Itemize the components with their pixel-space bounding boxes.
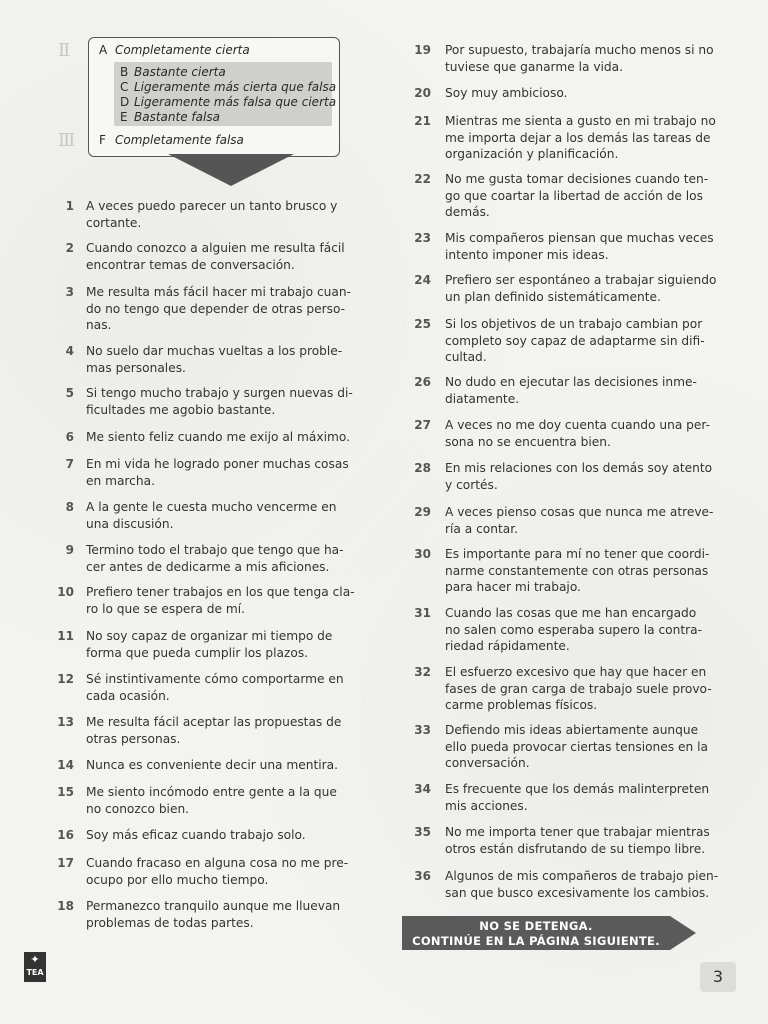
question-text: Mientras me sienta a gusto en mi trabajo no me importa dejar a los demás las tareas de organización y planificación. — [445, 114, 716, 161]
legend-key: C — [120, 80, 129, 94]
question-number: 35 — [414, 825, 431, 839]
legend-option-c — [120, 80, 336, 94]
legend-label: Ligeramente más cierta que falsa — [134, 80, 337, 94]
question-number: 36 — [414, 869, 431, 883]
question-number: 14 — [57, 758, 74, 772]
question-number: 13 — [57, 715, 74, 729]
question-text: Cuando conozco a alguien me resulta fácil encontrar temas de conversación. — [86, 241, 345, 272]
question-number: 24 — [414, 273, 431, 287]
question-number: 31 — [414, 606, 431, 620]
question-number: 2 — [65, 241, 74, 255]
side-mark-upper: Ⅱ — [58, 40, 71, 61]
legend-key: E — [120, 110, 128, 124]
question-number: 34 — [414, 782, 431, 796]
answer-legend — [88, 37, 340, 157]
legend-option-d — [120, 95, 336, 109]
legend-label: Completamente cierta — [115, 43, 250, 57]
question-text: Me resulta más fácil hacer mi trabajo cuan- do no tengo que depender de otras perso- nas. — [86, 285, 351, 332]
legend-key: D — [120, 95, 130, 109]
question-number: 28 — [414, 461, 431, 475]
question-text: Prefiero ser espontáneo a trabajar siguiendo un plan definido sistemáticamente. — [445, 273, 717, 304]
continue-banner — [402, 916, 670, 950]
question-text: No me importa tener que trabajar mientras otros están disfrutando de su tiempo libre. — [445, 825, 710, 856]
question-text: A veces puedo parecer un tanto brusco y cortante. — [86, 199, 338, 230]
question-text: Mis compañeros piensan que muchas veces intento imponer mis ideas. — [445, 231, 714, 262]
question-text: Soy muy ambicioso. — [445, 86, 568, 100]
question-text: Sé instintivamente cómo comportarme en cada ocasión. — [86, 672, 344, 703]
question-number: 32 — [414, 665, 431, 679]
question-number: 18 — [57, 899, 74, 913]
question-text: Me siento feliz cuando me exijo al máximo. — [86, 430, 350, 444]
question-number: 19 — [414, 43, 431, 57]
question-number: 20 — [414, 86, 431, 100]
legend-label: Bastante cierta — [134, 65, 226, 79]
legend-middle-options — [114, 62, 337, 126]
question-number: 33 — [414, 723, 431, 737]
question-number: 12 — [57, 672, 74, 686]
question-text: Prefiero tener trabajos en los que tenga cla- ro lo que se espera de mí. — [86, 585, 355, 616]
question-number: 29 — [414, 505, 431, 519]
question-text: No me gusta tomar decisiones cuando ten- go que coartar la libertad de acción de los demás. — [445, 172, 709, 219]
logo-text: TEA — [26, 968, 44, 977]
question-text: Termino todo el trabajo que tengo que ha- cer antes de dedicarme a mis aficiones. — [86, 543, 344, 574]
question-number: 27 — [414, 418, 431, 432]
question-text: Por supuesto, trabajaría mucho menos si no tuviese que ganarme la vida. — [445, 43, 714, 74]
question-number: 6 — [65, 430, 74, 444]
question-number: 21 — [414, 114, 431, 128]
side-mark-lower: Ⅲ — [58, 130, 76, 151]
legend-key: A — [99, 43, 108, 57]
legend-label: Bastante falsa — [134, 110, 220, 124]
legend-option-f — [99, 133, 244, 147]
question-text: Defiendo mis ideas abiertamente aunque ello pueda provocar ciertas tensiones en la conversación. — [445, 723, 708, 770]
legend-option-b — [120, 65, 226, 79]
question-number: 1 — [65, 199, 74, 213]
question-number: 7 — [65, 457, 74, 471]
question-text: Cuando fracaso en alguna cosa no me pre- ocupo por ello mucho tiempo. — [86, 856, 349, 887]
question-number: 25 — [414, 317, 431, 331]
question-number: 16 — [57, 828, 74, 842]
question-number: 11 — [57, 629, 74, 643]
question-text: Algunos de mis compañeros de trabajo pien- san que busco excesivamente los cambios. — [445, 869, 719, 900]
down-arrow-icon — [168, 154, 294, 186]
question-text: Si los objetivos de un trabajo cambian por completo soy capaz de adaptarme sin difi- cultad. — [445, 317, 705, 364]
question-number: 5 — [65, 386, 74, 400]
question-number: 3 — [65, 285, 74, 299]
logo-emblem-icon: ✦ — [30, 953, 40, 966]
legend-key: B — [120, 65, 129, 79]
question-text: Si tengo mucho trabajo y surgen nuevas di- ficultades me agobio bastante. — [86, 386, 353, 417]
question-text: Es frecuente que los demás malinterpreten mis acciones. — [445, 782, 710, 813]
question-text: A veces pienso cosas que nunca me atreve- ría a contar. — [445, 505, 714, 536]
question-text: Me siento incómodo entre gente a la que no conozco bien. — [86, 785, 337, 816]
question-number: 22 — [414, 172, 431, 186]
banner-line-2: CONTINÚE EN LA PÁGINA SIGUIENTE. — [412, 934, 660, 948]
question-text: A veces no me doy cuenta cuando una per- sona no se encuentra bien. — [445, 418, 711, 449]
question-text: Me resulta fácil aceptar las propuestas de otras personas. — [86, 715, 342, 746]
question-number: 26 — [414, 375, 431, 389]
question-text: No dudo en ejecutar las decisiones inme- diatamente. — [445, 375, 697, 406]
question-text: Soy más eficaz cuando trabajo solo. — [86, 828, 306, 842]
question-text: No soy capaz de organizar mi tiempo de forma que pueda cumplir los plazos. — [86, 629, 333, 660]
question-text: No suelo dar muchas vueltas a los proble- mas personales. — [86, 344, 343, 375]
question-number: 30 — [414, 547, 431, 561]
question-text: En mi vida he logrado poner muchas cosas en marcha. — [86, 457, 349, 488]
legend-key: F — [99, 133, 106, 147]
banner-line-1: NO SE DETENGA. — [479, 919, 593, 933]
question-text: En mis relaciones con los demás soy atento y cortés. — [445, 461, 713, 492]
question-text: El esfuerzo excesivo que hay que hacer en fases de gran carga de trabajo suele provo- carme problemas físicos. — [445, 665, 712, 712]
question-number: 9 — [65, 543, 74, 557]
question-number: 8 — [65, 500, 74, 514]
page-number: 3 — [700, 962, 736, 992]
legend-label: Completamente falsa — [115, 133, 244, 147]
question-number: 4 — [65, 344, 74, 358]
question-number: 15 — [57, 785, 74, 799]
question-text: Nunca es conveniente decir una mentira. — [86, 758, 339, 772]
question-number: 23 — [414, 231, 431, 245]
arrow-right-icon — [670, 916, 696, 950]
question-text: Cuando las cosas que me han encargado no salen como esperaba supero la contra- riedad rápidamente. — [445, 606, 703, 653]
tea-logo — [24, 952, 46, 982]
question-text: Permanezco tranquilo aunque me lluevan problemas de todas partes. — [86, 899, 341, 930]
legend-label: Ligeramente más falsa que cierta — [134, 95, 337, 109]
question-text: A la gente le cuesta mucho vencerme en una discusión. — [86, 500, 337, 531]
question-text: Es importante para mí no tener que coordi- narme constantemente con otras personas para hacer mi trabajo. — [445, 547, 710, 594]
legend-option-e — [120, 110, 220, 124]
question-number: 10 — [57, 585, 74, 599]
question-number: 17 — [57, 856, 74, 870]
legend-option-a — [99, 43, 250, 57]
